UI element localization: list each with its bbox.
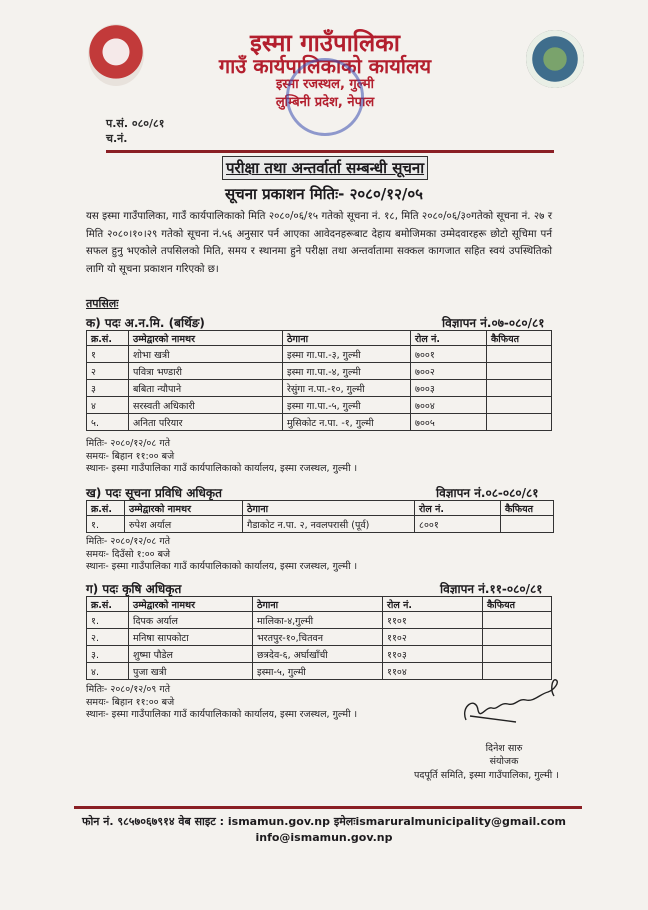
office-address: इस्मा रजस्थल, गुल्मी (275, 77, 375, 92)
signatory-committee: पदपूर्ति समिति, इस्मा गाउँपालिका, गुल्मी । (414, 770, 559, 781)
notice-title: परीक्षा तथा अन्तर्वार्ता सम्बन्धी सूचना (222, 156, 428, 180)
dispatch-number: च.नं. (106, 132, 128, 145)
table-header-row (87, 597, 552, 612)
signature (456, 676, 566, 726)
section-title-b: ख) पदः सूचना प्रविधि अधिकृत (86, 486, 222, 500)
exam-time: समयः- बिहान ११:०० बजे (86, 450, 175, 462)
section-title-c: ग) पदः कृषि अधिकृत (86, 582, 182, 596)
table-header-row (87, 501, 554, 516)
advertisement-number-b: विज्ञापन नं.०८-०८०/८१ (436, 486, 539, 500)
candidate-table-b (86, 500, 554, 533)
col-roll: रोल नं. (415, 501, 501, 516)
exam-date: मितिः- २०८०/१२/०८ गते (86, 438, 171, 449)
col-name: उम्मेद्वारको नामथर (129, 331, 283, 346)
office-stamp (286, 58, 364, 136)
details-label: तपसिलः (86, 297, 119, 310)
exam-schedule-a (86, 438, 357, 476)
table-row: ४. पुजा खत्री इस्मा-५, गुल्मी ११०४ (87, 663, 552, 680)
col-roll: रोल नं. (383, 597, 483, 612)
exam-schedule-b (86, 536, 357, 574)
exam-time: समयः- दिउँसो १:०० बजे (86, 548, 171, 560)
col-name: उम्मेद्वारको नामथर (125, 501, 243, 516)
table-row: ३. शुष्मा पौडेल छत्रदेव-६, अर्घाखाँची ११०३ (87, 646, 552, 663)
table-row: २. मनिषा सापकोटा भरतपुर-१०,चितवन ११०२ (87, 629, 552, 646)
signatory-title: संयोजक (489, 756, 519, 767)
col-serial: क्र.सं. (87, 501, 125, 516)
table-row: ४ सरस्वती अधिकारी इस्मा गा.पा.-५, गुल्मी ७००४ (87, 397, 552, 414)
intro-paragraph: यस इस्मा गाउँपालिका, गाउँ कार्यपालिकाको मिति २०८०/०६/१५ गतेको सूचना नं. १८, मिति २०८०/०६/३०गतेको सूचना नं. २७ र मिति २०८०।१०।२९ गतेको सूचना नं.५६ अनुसार पर्न आएका आवेदनहरूबाट देहाय बमोजिमका उम्मेदवारहरू छोटो सूचिमा पर्न सफल हुनु भएकोले तपसिलको मिति, समय र स्थानमा हुने परीक्षा तथा अन्तर्वातामा सक्कल कागजात सहित स्वयं उपस्थितिको लागि यो सूचना प्रकाशन गरिएको छ। (86, 211, 552, 275)
col-serial: क्र.सं. (87, 331, 129, 346)
office-subtitle: गाउँ कार्यपालिकाको कार्यालय (218, 54, 432, 78)
candidate-table-a (86, 330, 552, 431)
exam-schedule-c (86, 684, 357, 722)
table-row: २ पवित्रा भण्डारी इस्मा गा.पा.-४, गुल्मी ७००२ (87, 363, 552, 380)
footer-contact (0, 814, 648, 846)
publish-date: सूचना प्रकाशन मितिः- २०८०/१२/०५ (225, 185, 423, 203)
footer-email: info@ismamun.gov.np (255, 831, 393, 844)
table-row: १ शोभा खत्री इस्मा गा.पा.-३, गुल्मी ७००१ (87, 346, 552, 363)
col-remarks: कैफियत (483, 597, 552, 612)
col-address: ठेगाना (253, 597, 383, 612)
advertisement-number-c: विज्ञापन नं.११-०८०/८१ (440, 582, 543, 596)
exam-date: मितिः- २०८०/१२/०८ गते (86, 536, 171, 547)
exam-time: समयः- बिहान ११:०० बजे (86, 696, 175, 708)
table-row: ३ बबिता न्यौपाने रेसुंगा न.पा.-१०, गुल्मी ७००३ (87, 380, 552, 397)
office-name: इस्मा गाउँपालिका (250, 29, 400, 57)
section-title-a: क) पदः अ.न.मि. (बर्थिङ) (86, 316, 205, 330)
table-header-row (87, 331, 552, 346)
office-province: लुम्बिनी प्रदेश, नेपाल (275, 95, 375, 110)
table-row: १. दिपक अर्याल मालिका-४,गुल्मी ११०१ (87, 612, 552, 629)
exam-date: मितिः- २०८०/१२/०९ गते (86, 684, 171, 695)
col-address: ठेगाना (243, 501, 415, 516)
col-name: उम्मेद्वारको नामथर (129, 597, 253, 612)
nepal-emblem-logo (88, 24, 144, 86)
table-row: ५. अनिता परियार मुसिकोट न.पा. -१, गुल्मी ७००५ (87, 414, 552, 431)
signatory-block (474, 742, 534, 768)
header-divider (106, 150, 554, 153)
footer-divider (74, 806, 582, 809)
col-remarks: कैफियत (487, 331, 552, 346)
signatory-name: दिनेश सारु (485, 743, 523, 754)
reference-number: प.सं. ०८०/८१ (106, 117, 165, 130)
col-remarks: कैफियत (501, 501, 554, 516)
table-row: १. रुपेश अर्याल गैडाकोट न.पा. २, नवलपरासी (पूर्व) ८००१ (87, 516, 554, 533)
municipality-logo (526, 30, 584, 88)
col-roll: रोल नं. (411, 331, 487, 346)
advertisement-number-a: विज्ञापन नं.०७-०८०/८१ (442, 316, 545, 330)
col-serial: क्र.सं. (87, 597, 129, 612)
footer-phone-web-email: फोन नं. ९८५७०६७९१४ वेब साइट : ismamun.gov.np इमेलःismaruralmunicipality@gmail.com (81, 815, 567, 828)
exam-venue: स्थानः- इस्मा गाउँपालिका गाउँ कार्यपालिकाको कार्यालय, इस्मा रजस्थल, गुल्मी । (86, 709, 358, 720)
candidate-table-c (86, 596, 552, 680)
col-address: ठेगाना (283, 331, 411, 346)
exam-venue: स्थानः- इस्मा गाउँपालिका गाउँ कार्यपालिकाको कार्यालय, इस्मा रजस्थल, गुल्मी । (86, 463, 358, 474)
exam-venue: स्थानः- इस्मा गाउँपालिका गाउँ कार्यपालिकाको कार्यालय, इस्मा रजस्थल, गुल्मी । (86, 561, 358, 572)
